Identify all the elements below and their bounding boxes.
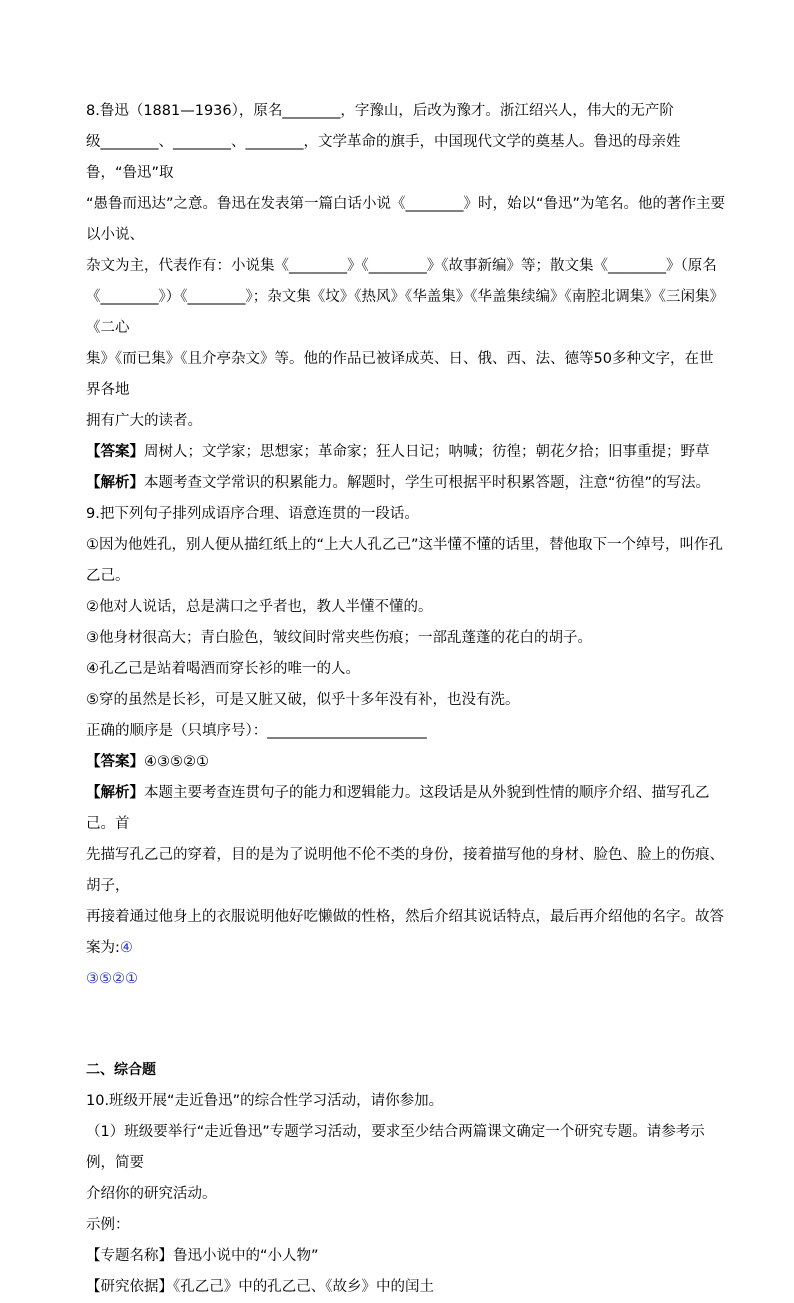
q9-prompt: 正确的顺序是（只填序号）：______________________ [86, 723, 427, 739]
q8-line-4: 杂文为主，代表作有：小说集《________》《________》《故事新编》等；散文集《________》（原名 [86, 258, 717, 274]
q8-line-5: 《________》）《________》；杂文集《坟》《热风》《华盖集》《华盖集续编》《南腔北调集》《三闲集》《二心 [86, 289, 724, 336]
q10-basis: 【研究依据】《孔乙己》中的孔乙己、《故乡》中的闰土 [86, 1279, 434, 1295]
q8-answer [86, 437, 726, 468]
analysis-tag: 【解析】 [86, 475, 144, 491]
answer-text: ④③⑤②① [144, 754, 209, 770]
q9-sentence-2: ②他对人说话，总是满口之乎者也，教人半懂不懂的。 [86, 599, 433, 615]
analysis-answer-highlight-1: ④ [119, 940, 133, 956]
q8-line-2: 级________、________、________，文学革命的旗手，中国现代文学的奠基人。鲁迅的母亲姓鲁，“鲁迅”取 [86, 134, 681, 181]
q9-analysis-line-4: ③⑤②① [86, 971, 138, 987]
section-spacer [86, 995, 726, 1055]
q10-topic: 【专题名称】鲁迅小说中的“小人物” [86, 1248, 319, 1264]
q10-title: 10.班级开展“走近鲁迅”的综合性学习活动，请你参加。 [86, 1093, 444, 1109]
q9-sentence-1: ①因为他姓孔，别人便从描红纸上的“上大人孔乙己”这半懂不懂的话里，替他取下一个绰号，叫作孔乙己。 [86, 537, 724, 584]
section-title: 二、综合题 [86, 1062, 156, 1078]
q9-sentence-4: ④孔乙己是站着喝酒而穿长衫的唯一的人。 [86, 661, 360, 677]
q8-line-3: “愚鲁而迅达”之意。鲁迅在发表第一篇白话小说《________》时，始以“鲁迅”为笔名。他的著作主要以小说、 [86, 196, 726, 243]
q10-example-label: 示例： [86, 1217, 130, 1233]
answer-tag: 【答案】 [86, 754, 144, 770]
q9-answer [86, 747, 726, 778]
document-page [86, 96, 726, 1303]
q8-line-6: 集》《而已集》《且介亭杂文》等。他的作品已被译成英、日、俄、西、法、德等50多种文字，在世界各地 [86, 351, 714, 398]
q9-analysis-line-3 [86, 902, 726, 964]
analysis-text-3: 再接着通过他身上的衣服说明他好吃懒做的性格，然后介绍其说话特点，最后再介绍他的名字。故答案为: [86, 909, 724, 956]
q10-sub1-line-1: （1）班级要举行“走近鲁迅”专题学习活动，要求至少结合两篇课文确定一个研究专题。请参考示例，简要 [86, 1124, 705, 1171]
q9-title: 9.把下列句子排列成语序合理、语意连贯的一段话。 [86, 506, 419, 522]
answer-text: 周树人；文学家；思想家；革命家；狂人日记；呐喊；彷徨；朝花夕拾；旧事重提；野草 [144, 444, 710, 460]
analysis-text: 本题考查文学常识的积累能力。解题时，学生可根据平时积累答题，注意“彷徨”的写法。 [144, 475, 711, 491]
q8-line-7: 拥有广大的读者。 [86, 413, 202, 429]
answer-tag: 【答案】 [86, 444, 144, 460]
q9-sentence-3: ③他身材很高大；青白脸色，皱纹间时常夹些伤痕；一部乱蓬蓬的花白的胡子。 [86, 630, 592, 646]
q9-analysis-line-2: 先描写孔乙己的穿着，目的是为了说明他不伦不类的身份，接着描写他的身材、脸色、脸上的伤痕、胡子， [86, 847, 724, 894]
q9-sentence-5: ⑤穿的虽然是长衫，可是又脏又破，似乎十多年没有补，也没有洗。 [86, 692, 520, 708]
q9-analysis-line-1 [86, 778, 726, 840]
q10-sub1-line-2: 介绍你的研究活动。 [86, 1186, 217, 1202]
analysis-tag: 【解析】 [86, 785, 144, 801]
analysis-text-1: 本题主要考查连贯句子的能力和逻辑能力。这段话是从外貌到性情的顺序介绍、描写孔乙己。首 [86, 785, 710, 832]
q8-line-1: 8.鲁迅（1881—1936），原名________，字豫山，后改为豫才。浙江绍兴人，伟大的无产阶 [86, 103, 674, 119]
q8-analysis [86, 468, 726, 499]
